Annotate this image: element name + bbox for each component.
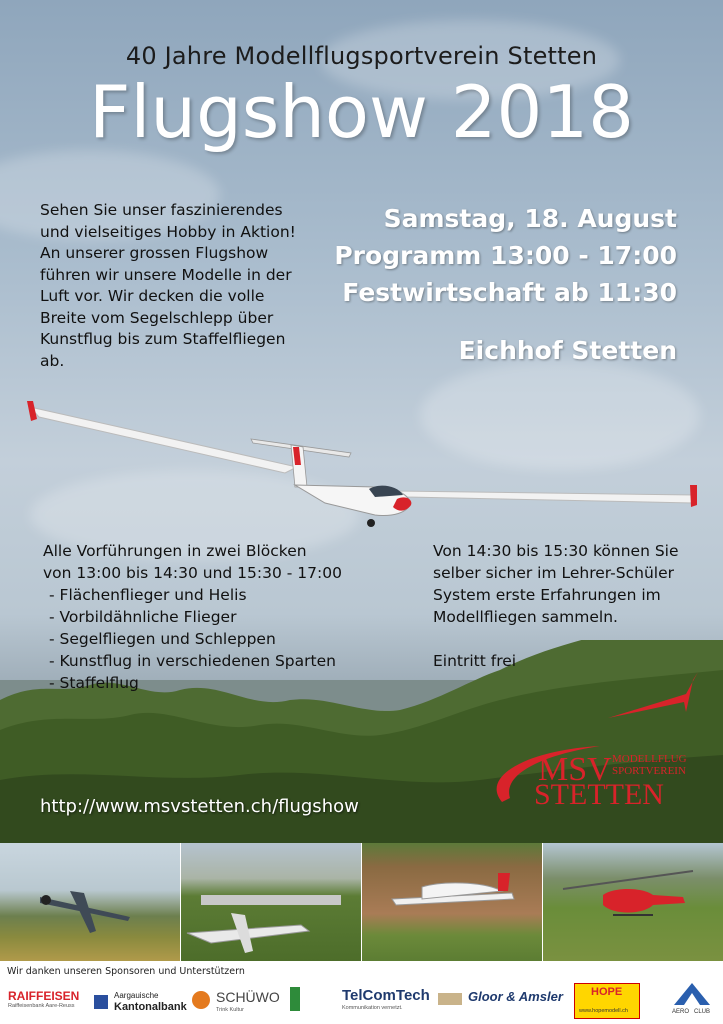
intro-line: Kunstflug bis zum Staffelfliegen	[40, 330, 286, 348]
glider-image	[25, 395, 705, 535]
sponsor-akb-line1: Aargauische	[114, 991, 159, 1000]
logo-name: STETTEN	[534, 778, 664, 811]
akb-icon	[94, 995, 108, 1009]
sponsor-akb-line2: Kantonalbank	[114, 1001, 187, 1013]
sponsor-logos	[8, 983, 718, 1023]
green-logo-icon	[290, 987, 300, 1011]
intro-line: ab.	[40, 351, 65, 370]
list-item: - Kunstflug in verschiedenen Sparten	[49, 650, 403, 672]
list-item: - Segelfliegen und Schleppen	[49, 628, 403, 650]
logo-tag2: SPORTVEREIN	[612, 765, 686, 777]
intro-text	[40, 200, 325, 372]
sponsor-aero-club	[672, 983, 712, 1019]
photo-low-wing	[362, 843, 543, 961]
page-title: Flugshow 2018	[89, 70, 634, 154]
intro-line: Luft vor. Wir decken die volle	[40, 287, 265, 305]
trial-line: Von 14:30 bis 15:30 können Sie	[433, 542, 679, 560]
sponsor-gloor: Gloor & Amsler	[468, 989, 563, 1004]
event-venue: Eichhof Stetten	[458, 336, 677, 365]
sponsor-raiffeisen	[8, 989, 79, 1009]
photo-helicopter	[543, 843, 723, 961]
sponsor-hope	[574, 983, 640, 1019]
sponsor-aero-line1: AERO	[672, 1009, 690, 1015]
intro-line: führen wir unsere Modelle in der	[40, 265, 292, 284]
photo-jets	[181, 843, 362, 961]
sponsor-hope-label: HOPE	[591, 986, 623, 998]
sponsor-raiffeisen-sub: Raiffeisenbank Aare-Reuss	[8, 1003, 75, 1009]
sponsor-schuewo-label: SCHÜWO	[216, 989, 280, 1005]
event-program: Programm 13:00 - 17:00	[334, 241, 677, 270]
msv-logo	[488, 672, 698, 817]
program-list	[43, 584, 403, 694]
logo-abbr: MSV	[538, 751, 612, 788]
photo-strip	[0, 843, 723, 961]
sponsor-telcom-label: TelComTech	[342, 987, 430, 1004]
website-link[interactable]: http://www.msvstetten.ch/flugshow	[40, 796, 359, 817]
sponsor-green-logo	[290, 985, 330, 1017]
intro-line: und vielseitiges Hobby in Aktion!	[40, 222, 296, 241]
sponsor-raiffeisen-label: RAIFFEISEN	[8, 989, 80, 1003]
trial-line: System erste Erfahrungen im	[433, 586, 661, 604]
schuewo-icon	[192, 991, 210, 1009]
intro-line: Sehen Sie unser faszinierendes	[40, 201, 283, 219]
list-item: - Staffelflug	[49, 672, 403, 694]
trial-line: Modellfliegen sammeln.	[433, 608, 618, 626]
event-date: Samstag, 18. August	[383, 204, 677, 233]
sponsor-small-badge-icon	[438, 993, 462, 1005]
trial-line: selber sicher im Lehrer-Schüler	[433, 564, 674, 582]
sponsor-schuewo-sub: Trink Kultur	[216, 1007, 244, 1013]
sponsor-telcomtech	[342, 987, 430, 1011]
blocks-heading: Alle Vorführungen in zwei Blöcken	[43, 542, 307, 560]
event-catering: Festwirtschaft ab 11:30	[342, 278, 677, 307]
intro-line: An unserer grossen Flugshow	[40, 244, 269, 262]
sponsor-aero-line2: CLUB	[694, 1009, 711, 1015]
thanks-text: Wir danken unseren Sponsoren und Unterstützern	[7, 966, 245, 977]
entry-free: Eintritt frei	[433, 652, 517, 670]
sponsor-telcom-sub: Kommunikation vernetzt.	[342, 1005, 403, 1011]
logo-tag1: MODELLFLUG	[612, 753, 687, 765]
program-blocks	[43, 540, 403, 694]
list-item: - Vorbildähnliche Flieger	[49, 606, 403, 628]
trial-info	[433, 540, 703, 672]
photo-warbird	[0, 843, 181, 961]
subtitle: 40 Jahre Modellflugsportverein Stetten	[125, 42, 598, 70]
blocks-times: von 13:00 bis 14:30 und 15:30 - 17:00	[43, 564, 342, 582]
intro-line: Breite vom Segelschlepp über	[40, 308, 274, 327]
event-info	[334, 200, 677, 369]
sponsor-hope-sub: www.hopemodell.ch	[579, 1008, 628, 1014]
aero-club-icon	[672, 983, 712, 1007]
sponsor-footer	[0, 961, 723, 1024]
list-item: - Flächenflieger und Helis	[49, 584, 403, 606]
